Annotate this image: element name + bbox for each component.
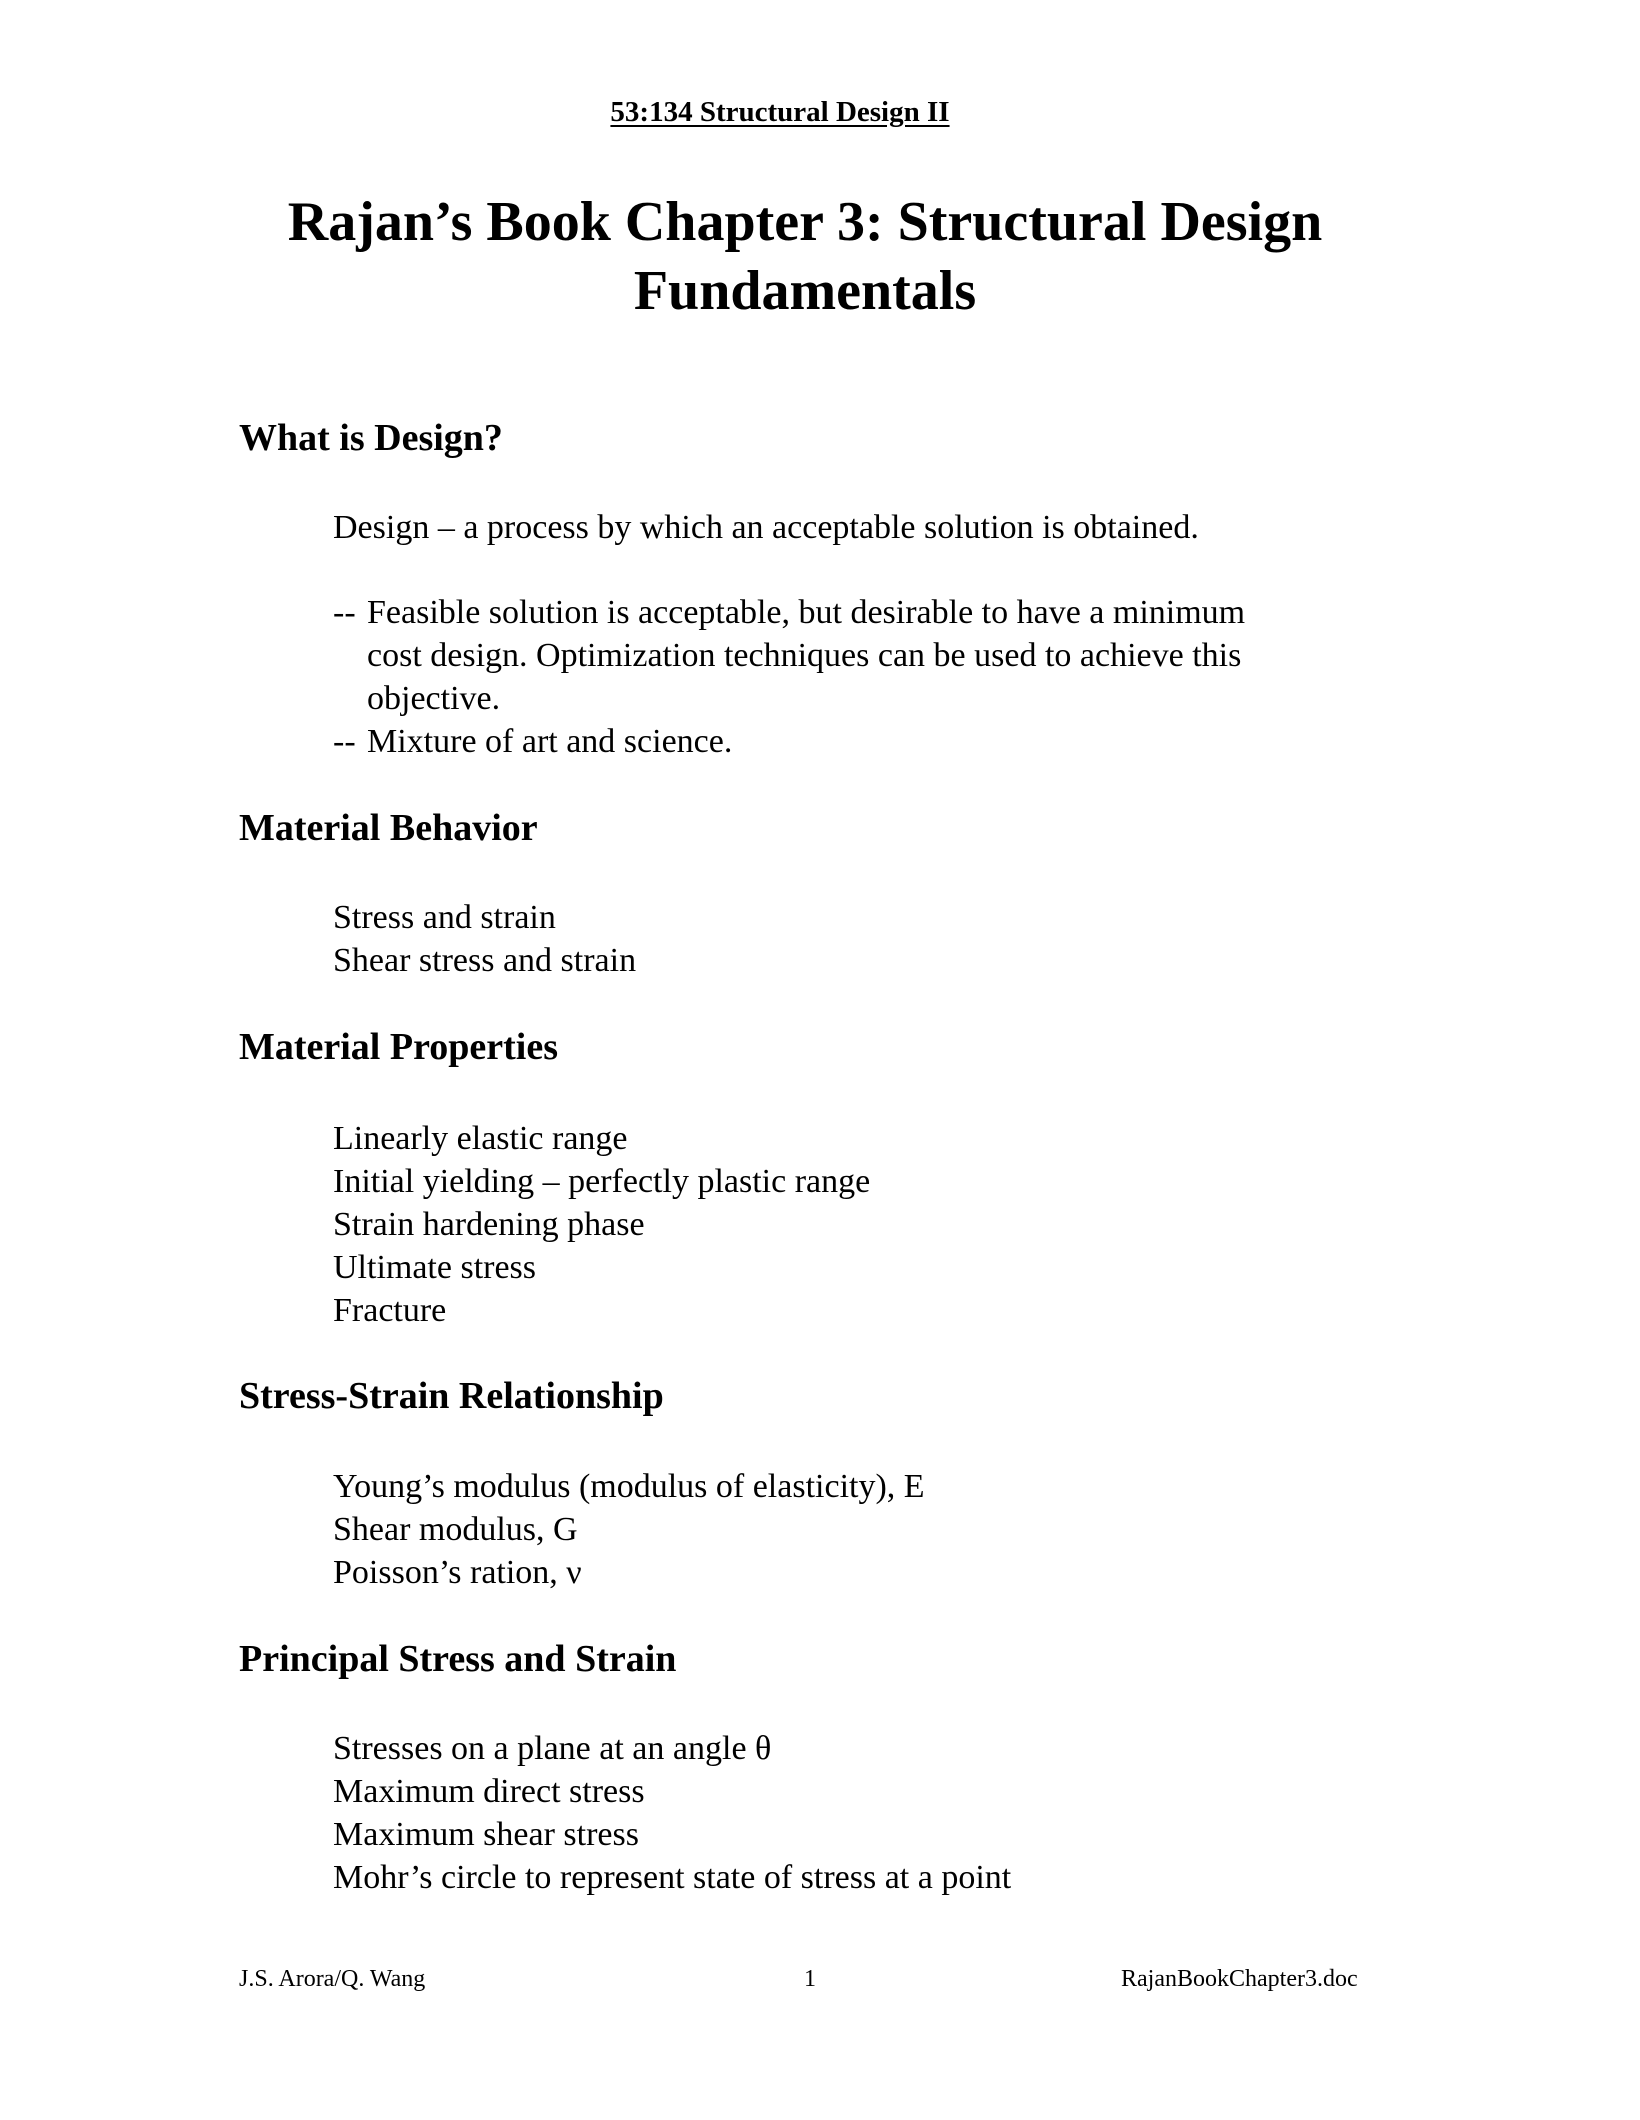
footer-page-number: 1 <box>804 1966 816 1992</box>
bullet-text-line: Feasible solution is acceptable, but desirable to have a minimum <box>367 594 1246 631</box>
list-item: Maximum direct stress <box>333 1773 645 1810</box>
list-item: Linearly elastic range <box>333 1120 628 1157</box>
list-item: Mohr’s circle to represent state of stress at a point <box>333 1859 1012 1896</box>
bullet-dash: -- <box>333 723 356 760</box>
list-item: Stresses on a plane at an angle θ <box>333 1730 772 1767</box>
footer-authors: J.S. Arora/Q. Wang <box>239 1966 426 1992</box>
section-heading-material-behavior: Material Behavior <box>239 807 538 849</box>
bullet-text-line: cost design. Optimization techniques can be used to achieve this <box>367 637 1242 674</box>
design-bullet-2 <box>333 720 1353 763</box>
section-heading-stress-strain: Stress-Strain Relationship <box>239 1375 664 1417</box>
list-item: Ultimate stress <box>333 1249 537 1286</box>
list-item: Young’s modulus (modulus of elasticity), E <box>333 1468 925 1505</box>
bullet-text-line: objective. <box>367 680 501 717</box>
section-heading-what-is-design: What is Design? <box>239 417 503 459</box>
bullet-text-line: Mixture of art and science. <box>367 723 733 760</box>
section-heading-material-properties: Material Properties <box>239 1026 558 1068</box>
footer-filename: RajanBookChapter3.doc <box>1121 1966 1358 1992</box>
title-line-1: Rajan’s Book Chapter 3: Structural Design <box>287 191 1323 253</box>
design-bullet-1 <box>333 591 1353 720</box>
section-heading-principal-stress: Principal Stress and Strain <box>239 1638 677 1680</box>
list-item: Initial yielding – perfectly plastic range <box>333 1163 871 1200</box>
list-item: Stress and strain <box>333 899 556 936</box>
list-item: Shear stress and strain <box>333 942 637 979</box>
bullet-dash: -- <box>333 594 356 631</box>
design-definition: Design – a process by which an acceptable solution is obtained. <box>333 509 1199 546</box>
document-title <box>170 188 1440 326</box>
list-item: Fracture <box>333 1292 447 1329</box>
list-item: Shear modulus, G <box>333 1511 578 1548</box>
title-line-2: Fundamentals <box>633 260 977 322</box>
course-header: 53:134 Structural Design II <box>610 96 950 128</box>
list-item: Maximum shear stress <box>333 1816 639 1853</box>
list-item: Poisson’s ration, ν <box>333 1554 582 1591</box>
list-item: Strain hardening phase <box>333 1206 645 1243</box>
